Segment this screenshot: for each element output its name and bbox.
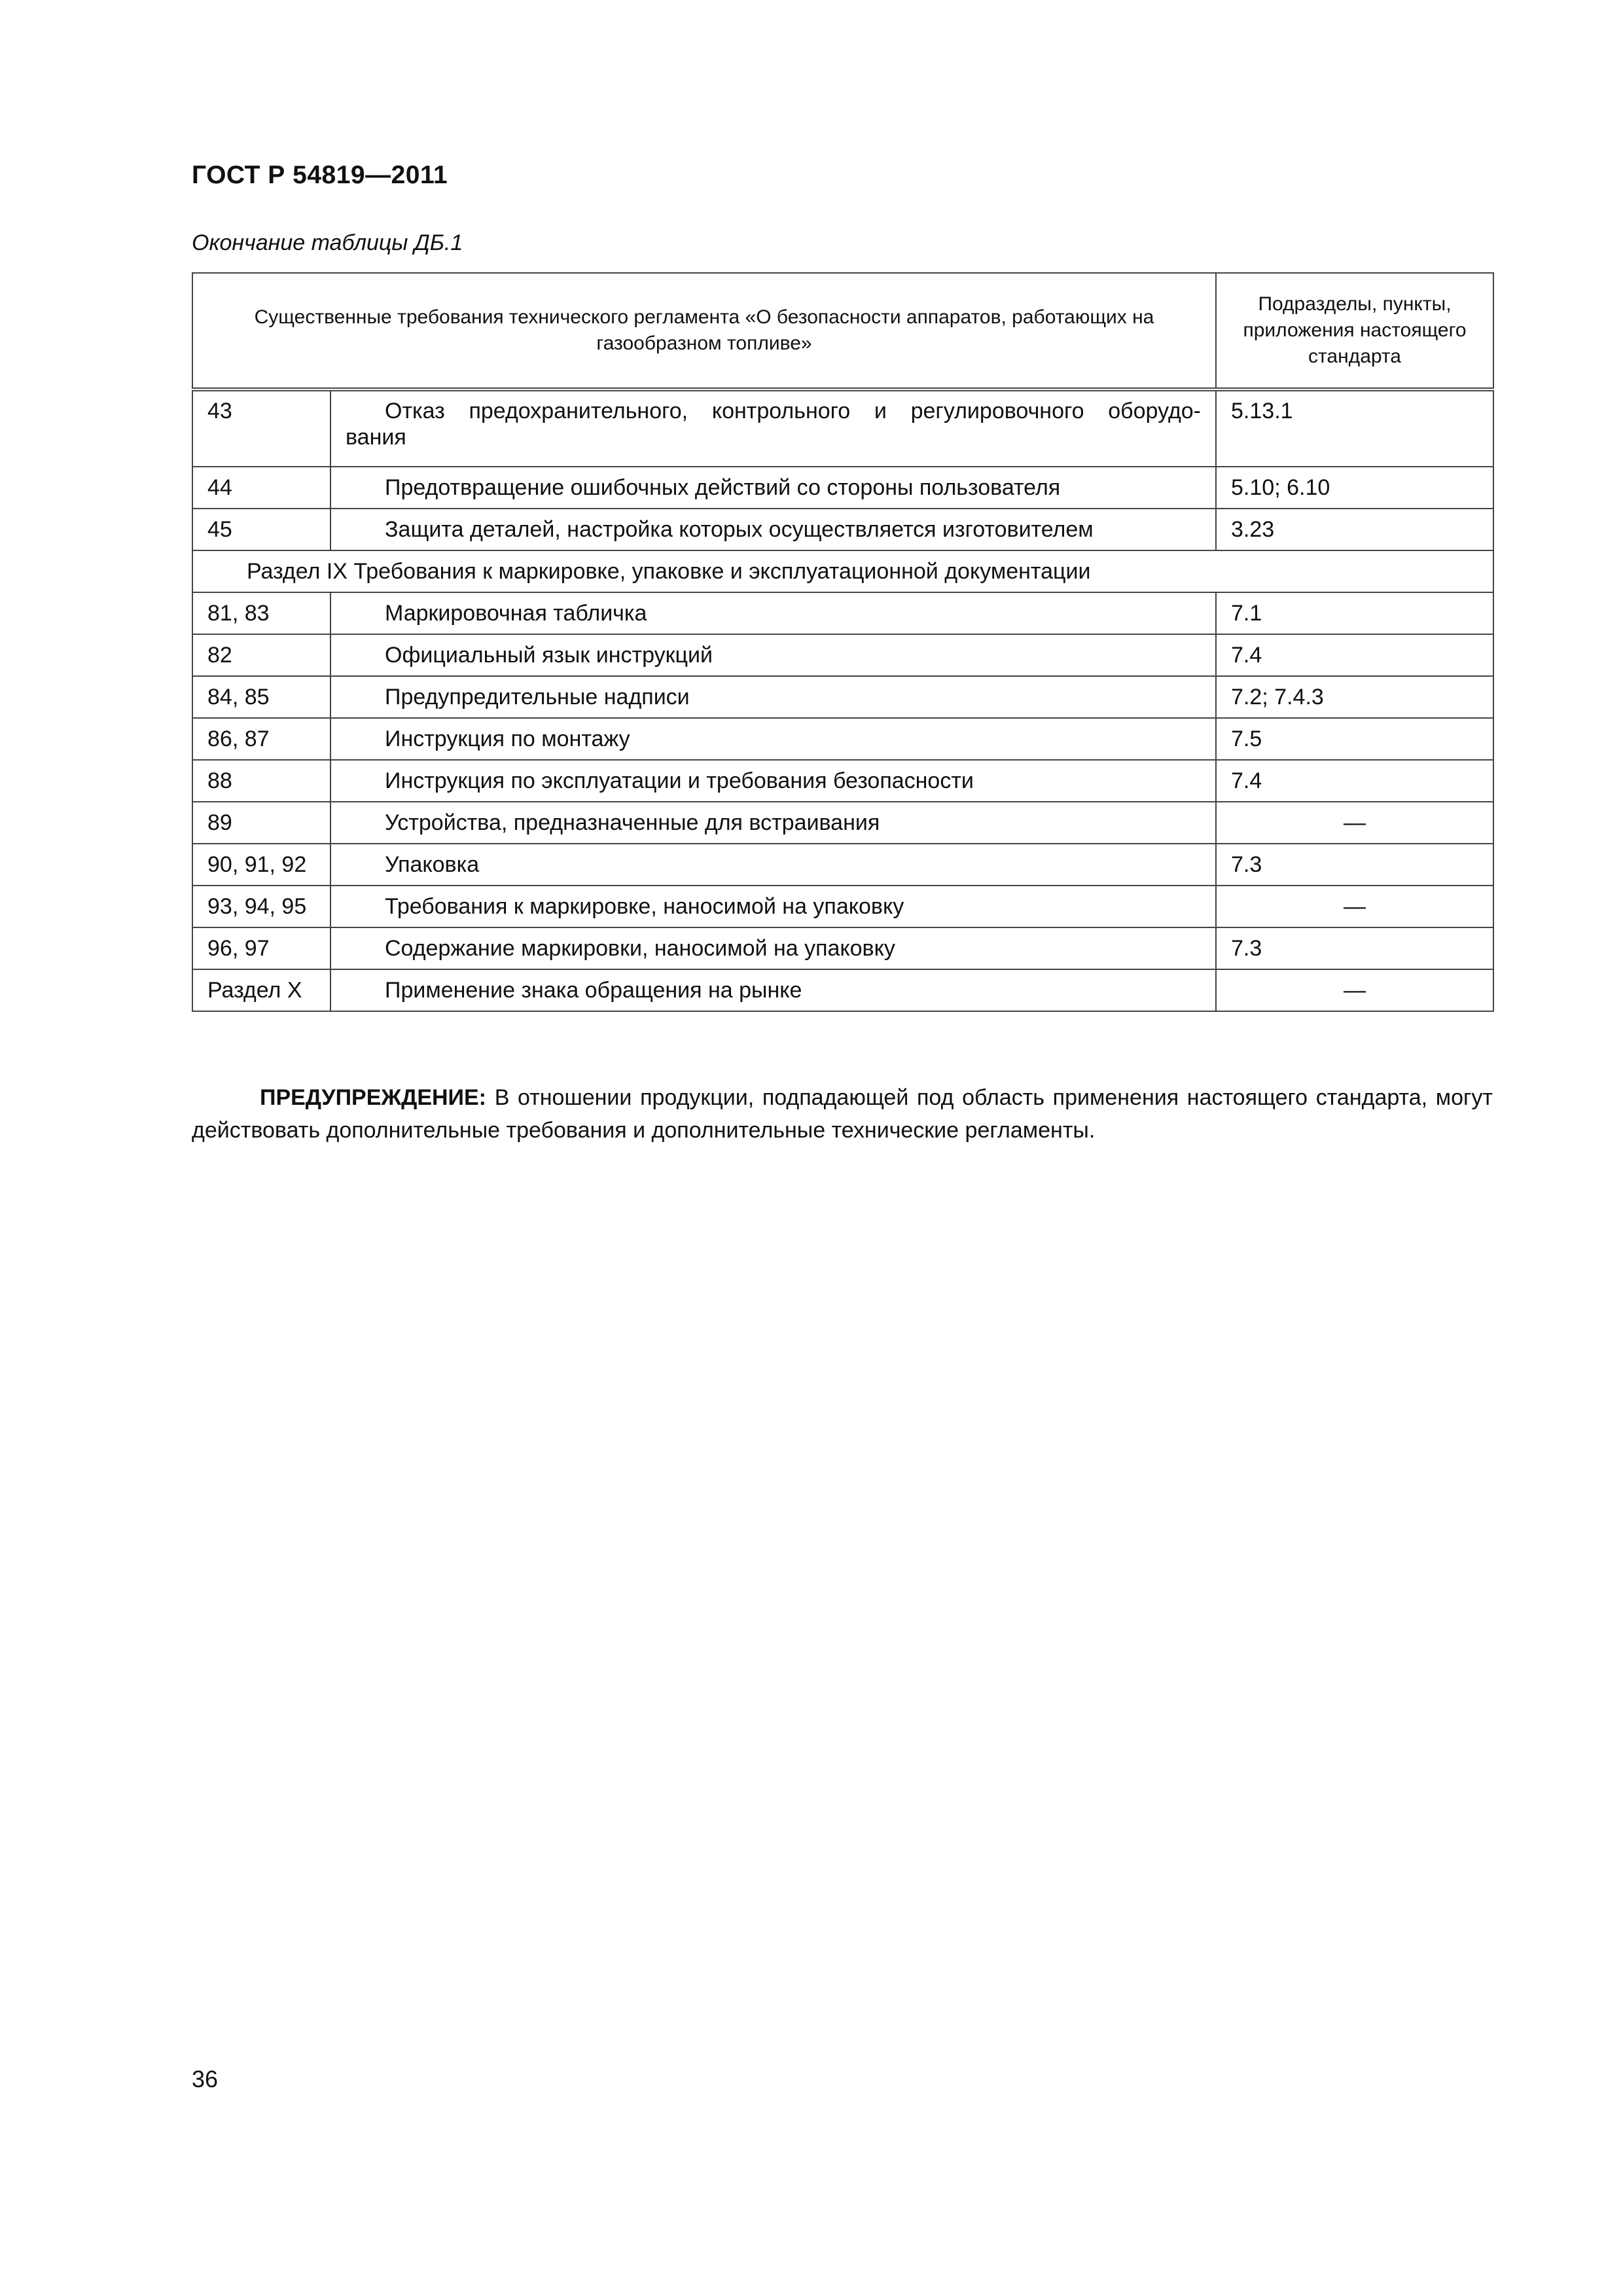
row-reference: 5.13.1 — [1216, 389, 1493, 467]
row-reference: 7.4 — [1216, 634, 1493, 676]
document-code: ГОСТ Р 54819—2011 — [192, 161, 448, 189]
row-reference: 7.3 — [1216, 927, 1493, 969]
row-number: 45 — [192, 509, 330, 550]
row-requirement: Устройства, предназначенные для встраивания — [330, 802, 1216, 844]
section-row — [192, 550, 1493, 592]
row-requirement-line2: вания — [346, 425, 406, 450]
row-requirement-line1: Отказ предохранительного, контрольного и регулировочного оборудо- — [385, 399, 1202, 423]
row-reference: — — [1216, 886, 1493, 927]
row-requirement — [330, 389, 1216, 467]
table-row — [192, 844, 1493, 886]
row-requirement: Предупредительные надписи — [330, 676, 1216, 718]
table-row — [192, 927, 1493, 969]
table-caption: Окончание таблицы ДБ.1 — [192, 230, 463, 255]
row-number: 89 — [192, 802, 330, 844]
row-number: 90, 91, 92 — [192, 844, 330, 886]
row-number: 93, 94, 95 — [192, 886, 330, 927]
table-row — [192, 802, 1493, 844]
row-number: 86, 87 — [192, 718, 330, 760]
row-reference: 7.1 — [1216, 592, 1493, 634]
row-reference: 3.23 — [1216, 509, 1493, 550]
header-references: Подразделы, пункты, приложения настоящего стандарта — [1216, 273, 1493, 389]
section-title: Раздел IX Требования к маркировке, упаковке и эксплуатационной документации — [192, 550, 1493, 592]
warning-text: В отношении продукции, подпадающей под область применения настоящего стандарта, могут действовать дополнительные требования и дополнительные технические регламенты. — [192, 1085, 1493, 1143]
row-number: 96, 97 — [192, 927, 330, 969]
row-reference: 7.4 — [1216, 760, 1493, 802]
table-row — [192, 592, 1493, 634]
table-row — [192, 760, 1493, 802]
table-row — [192, 676, 1493, 718]
warning-label: ПРЕДУПРЕЖДЕНИЕ: — [260, 1085, 486, 1110]
row-requirement: Защита деталей, настройка которых осуществляется изготовителем — [330, 509, 1216, 550]
row-reference: 7.2; 7.4.3 — [1216, 676, 1493, 718]
row-reference: 7.5 — [1216, 718, 1493, 760]
row-number: 88 — [192, 760, 330, 802]
table-row — [192, 634, 1493, 676]
row-requirement: Требования к маркировке, наносимой на упаковку — [330, 886, 1216, 927]
row-number: 82 — [192, 634, 330, 676]
row-number: 43 — [192, 389, 330, 467]
table-row — [192, 509, 1493, 550]
table-header-row — [192, 273, 1493, 389]
table-row — [192, 969, 1493, 1011]
warning-paragraph — [192, 1081, 1493, 1147]
table-row — [192, 886, 1493, 927]
table-row — [192, 389, 1493, 467]
header-requirements: Существенные требования технического регламента «О безопасности аппаратов, работающих на газообразном топливе» — [192, 273, 1216, 389]
row-requirement: Инструкция по монтажу — [330, 718, 1216, 760]
row-reference: 5.10; 6.10 — [1216, 467, 1493, 509]
row-reference: 7.3 — [1216, 844, 1493, 886]
row-requirement: Официальный язык инструкций — [330, 634, 1216, 676]
row-reference: — — [1216, 969, 1493, 1011]
row-requirement: Содержание маркировки, наносимой на упаковку — [330, 927, 1216, 969]
table-row — [192, 718, 1493, 760]
row-requirement: Маркировочная табличка — [330, 592, 1216, 634]
row-number: 44 — [192, 467, 330, 509]
requirements-table — [192, 272, 1494, 1012]
row-requirement: Предотвращение ошибочных действий со стороны пользователя — [330, 467, 1216, 509]
row-number: 81, 83 — [192, 592, 330, 634]
table-row — [192, 467, 1493, 509]
row-reference: — — [1216, 802, 1493, 844]
page-number: 36 — [192, 2066, 219, 2092]
row-number: Раздел X — [192, 969, 330, 1011]
row-requirement: Инструкция по эксплуатации и требования безопасности — [330, 760, 1216, 802]
row-requirement: Применение знака обращения на рынке — [330, 969, 1216, 1011]
row-number: 84, 85 — [192, 676, 330, 718]
row-requirement: Упаковка — [330, 844, 1216, 886]
